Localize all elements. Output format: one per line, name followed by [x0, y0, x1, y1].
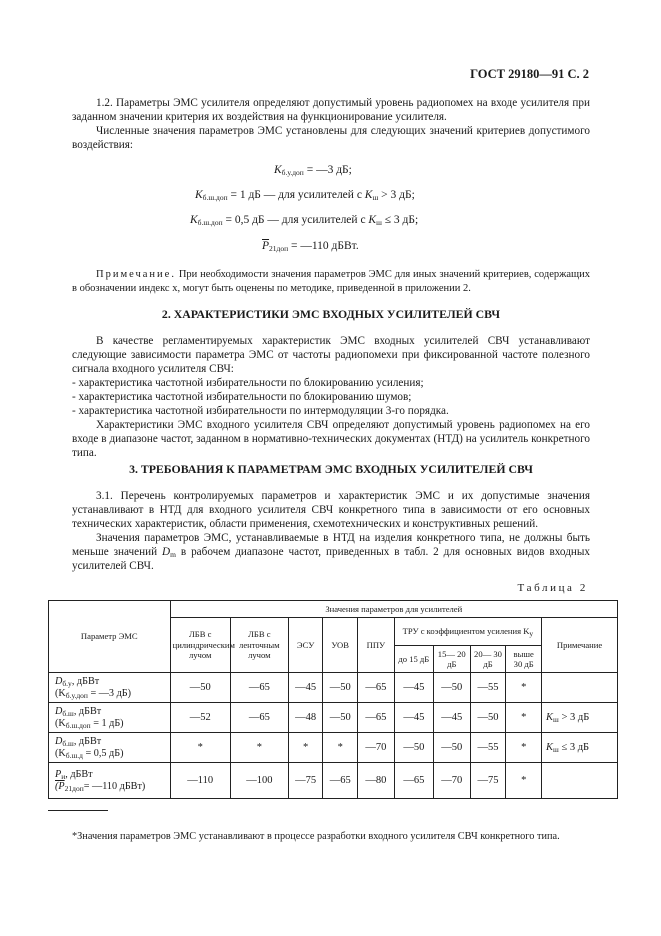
value-cell: —65 — [323, 763, 358, 799]
param-cell: $D_{б.у}$, дБВт ($K_{б.у.доп}$ = —3 дБ) — [49, 673, 171, 703]
header-tru-sub: 20— 30 дБ — [470, 646, 506, 673]
note-label: Примечание. — [96, 269, 176, 280]
header-tru-sub: 15— 20 дБ — [433, 646, 470, 673]
value-cell: * — [506, 673, 542, 703]
table-row — [49, 733, 618, 763]
value-cell: —50 — [170, 673, 230, 703]
header-ppu: ППУ — [357, 618, 394, 673]
value-cell: —75 — [288, 763, 323, 799]
section-3-body — [72, 489, 590, 573]
value-cell: * — [288, 733, 323, 763]
value-cell: —110 — [170, 763, 230, 799]
value-cell: —80 — [357, 763, 394, 799]
value-cell: * — [506, 763, 542, 799]
header-lbv-cyl: ЛБВ с цилиндрическим лучом — [170, 618, 230, 673]
note-text: При необходимости значения параметров ЭМС для иных значений критериев, содержащих в обозначении индекс x, могут быть оценены по методике, приведенной в приложении 2. — [72, 269, 590, 294]
section-2-title: 2. ХАРАКТЕРИСТИКИ ЭМС ВХОДНЫХ УСИЛИТЕЛЕЙ СВЧ — [161, 307, 501, 321]
note-cell: $K_ш > 3$ дБ — [542, 703, 618, 733]
paragraph-1-2: 1.2. Параметры ЭМС усилителя определяют допустимый уровень радиопомех на входе усилителя при заданном значении критерия их воздействия на функционирование усилителя. — [72, 97, 590, 123]
table-label: Таблица 2 — [517, 582, 588, 594]
note-cell — [542, 673, 618, 703]
header-note: Примечание — [542, 618, 618, 673]
page-header: ГОСТ 29180—91 С. 2 — [470, 67, 589, 81]
note-block — [72, 268, 590, 296]
footnote-rule — [48, 810, 108, 811]
formula-k-bsh-2: $K_{б.ш.доп} = 0,5$ дБ — для усилителей с $K_ш \le 3$ дБ; — [190, 214, 419, 227]
value-cell: —65 — [230, 703, 288, 733]
value-cell: —65 — [357, 703, 394, 733]
value-cell: —52 — [170, 703, 230, 733]
paragraph-3-1: 3.1. Перечень контролируемых параметров и характеристик ЭМС и их допустимые значения устанавливают в НТД для входного усилителя СВЧ конкретного типа в зависимости от его основных технических характеристик, области применения, схемотехнических и конструктивных решений. — [72, 490, 590, 530]
section-2-conclusion: Характеристики ЭМС входного усилителя СВЧ определяют допустимый уровень радиопомех на его входе в диапазоне частот, заданном в нормативно-технических документах (НТД) на усилитель конкретного типа. — [72, 419, 590, 459]
param-cell: $P_и$, дБВт ($P_{21доп}=$ —110 дБВт) — [49, 763, 171, 799]
value-cell: —50 — [323, 703, 358, 733]
value-cell: —45 — [288, 673, 323, 703]
param-cell: $D_{б.ш}$, дБВт ($K_{б.ш.доп} = 1$ дБ) — [49, 703, 171, 733]
section-2-body — [72, 334, 590, 460]
list-item: - характеристика частотной избирательности по интермодуляции 3-го порядка. — [72, 405, 449, 417]
value-cell: —100 — [230, 763, 288, 799]
table-row — [49, 763, 618, 799]
ems-table — [48, 600, 618, 799]
note-cell: $K_ш \le 3$ дБ — [542, 733, 618, 763]
value-cell: —75 — [470, 763, 506, 799]
value-cell: —65 — [357, 673, 394, 703]
param-cell: $D_{б.ш}$, дБВт ($K_{б.ш.д} = 0,5$ дБ) — [49, 733, 171, 763]
header-esu: ЭСУ — [288, 618, 323, 673]
footnote: *Значения параметров ЭМС устанавливают в процессе разработки входного усилителя СВЧ конкретного типа. — [72, 831, 560, 843]
value-cell: * — [506, 733, 542, 763]
section-3-title: 3. ТРЕБОВАНИЯ К ПАРАМЕТРАМ ЭМС ВХОДНЫХ УСИЛИТЕЛЕЙ СВЧ — [129, 462, 533, 476]
note-cell — [542, 763, 618, 799]
value-cell: —50 — [323, 673, 358, 703]
list-item: - характеристика частотной избирательности по блокированию шумов; — [72, 391, 412, 403]
table-row — [49, 673, 618, 703]
value-cell: —50 — [433, 733, 470, 763]
formula-k-bsh-1: $K_{б.ш.доп} = 1$ дБ — для усилителей с $K_ш > 3$ дБ; — [195, 189, 415, 202]
value-cell: * — [323, 733, 358, 763]
list-item: - характеристика частотной избирательности по блокированию усиления; — [72, 377, 424, 389]
paragraph-criteria-intro: Численные значения параметров ЭМС установлены для следующих значений критериев допустимого воздействия: — [72, 125, 590, 151]
value-cell: —70 — [433, 763, 470, 799]
formula-k-bu: $K_{б.у.доп}$ = —3 дБ; — [274, 164, 352, 177]
section-1 — [72, 96, 590, 152]
header-group: Значения параметров для усилителей — [170, 601, 617, 618]
header-tru: ТРУ с коэффициентом усиления $K_у$ — [394, 618, 541, 646]
value-cell: * — [506, 703, 542, 733]
value-cell: —70 — [357, 733, 394, 763]
header-lbv-tape: ЛБВ с ленточным лучом — [230, 618, 288, 673]
table-row — [49, 703, 618, 733]
value-cell: —55 — [470, 733, 506, 763]
value-cell: * — [230, 733, 288, 763]
section-2-intro: В качестве регламентируемых характеристик ЭМС входных усилителей СВЧ устанавливают следующие зависимости параметра ЭМС от частоты радиопомехи при фиксированной частоте полезного сигнала входного усилителя СВЧ: — [72, 335, 590, 375]
formula-p21: $\overline{P}_{21доп}$ = —110 дБВт. — [262, 240, 359, 253]
header-tru-sub: до 15 дБ — [394, 646, 433, 673]
header-tru-sub: выше 30 дБ — [506, 646, 542, 673]
value-cell: —48 — [288, 703, 323, 733]
value-cell: —45 — [433, 703, 470, 733]
value-cell: —45 — [394, 673, 433, 703]
paragraph-dm: Значения параметров ЭМС, устанавливаемые в НТД на изделия конкретного типа, не должны быть меньше значений $D_m$ в рабочем диапазоне частот, приведенных в табл. 2 для основных видов входных усилителей СВЧ. — [72, 532, 590, 572]
value-cell: —50 — [470, 703, 506, 733]
value-cell: —65 — [230, 673, 288, 703]
value-cell: —55 — [470, 673, 506, 703]
value-cell: —65 — [394, 763, 433, 799]
value-cell: —50 — [394, 733, 433, 763]
value-cell: —50 — [433, 673, 470, 703]
value-cell: * — [170, 733, 230, 763]
header-param: Параметр ЭМС — [49, 601, 171, 673]
header-uov: УОВ — [323, 618, 358, 673]
value-cell: —45 — [394, 703, 433, 733]
